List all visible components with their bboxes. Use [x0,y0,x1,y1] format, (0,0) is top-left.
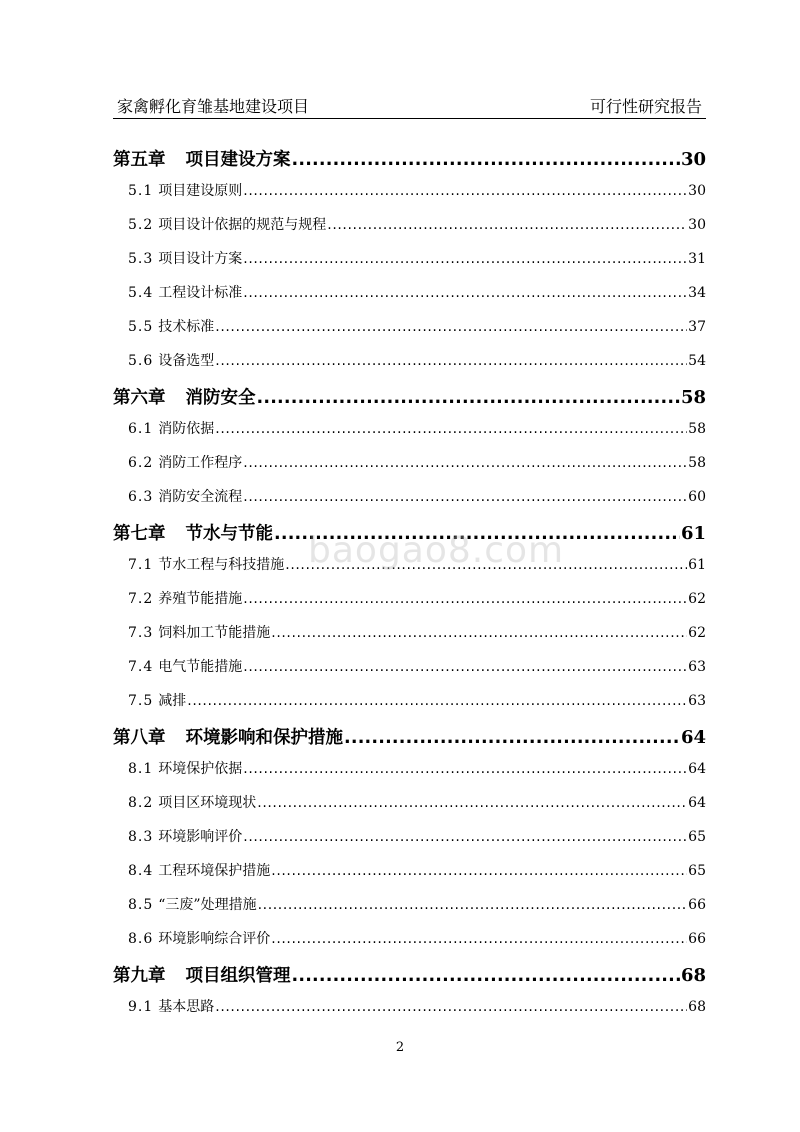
toc-entry-page: 30 [688,217,706,233]
toc-entry-page: 65 [688,829,706,845]
toc-entry-number: 8.2 [128,795,154,811]
toc-section-entry[interactable] [113,996,706,1030]
toc-entry-number: 8.3 [128,829,154,845]
toc-entry-title: “三废”处理措施 [158,897,257,913]
toc-dot-leader [215,421,687,437]
toc-entry-title: 环境影响综合评价 [158,931,271,947]
toc-entry-title: 节水与节能 [185,524,273,544]
toc-section-entry[interactable] [113,758,706,792]
toc-section-entry[interactable] [113,622,706,656]
toc-entry-title: 节水工程与科技措施 [158,557,285,573]
toc-section-entry[interactable] [113,452,706,486]
toc-section-entry[interactable] [113,214,706,248]
toc-entry-page: 61 [688,557,706,573]
toc-entry-page: 58 [688,455,706,471]
toc-entry-number: 7.2 [128,591,154,607]
toc-entry-page: 54 [688,353,706,369]
toc-section-entry[interactable] [113,180,706,214]
toc-entry-title: 消防安全 [185,388,256,408]
toc-dot-leader [243,761,687,777]
watermark: baogao8.com [308,530,565,571]
toc-section-entry[interactable] [113,350,706,384]
toc-entry-number: 8.5 [128,897,154,913]
toc-entry-title: 项目建设方案 [185,150,291,170]
toc-entry-number: 8.4 [128,863,154,879]
toc-entry-number: 7.4 [128,659,154,675]
toc-entry-page: 64 [680,727,706,748]
toc-entry-title: 消防依据 [158,421,215,437]
page-number: 2 [395,1040,405,1055]
toc-entry-number: 6.2 [128,455,154,471]
toc-section-entry[interactable] [113,894,706,928]
toc-dot-leader [243,659,687,675]
toc-entry-page: 63 [688,659,706,675]
toc-dot-leader [215,999,687,1015]
report-type: 可行性研究报告 [589,97,702,116]
toc-entry-number: 5.2 [128,217,154,233]
toc-entry-title: 饲料加工节能措施 [158,625,271,641]
toc-entry-number: 6.3 [128,489,154,505]
toc-entry-number: 第八章 [113,728,166,748]
toc-entry-page: 60 [688,489,706,505]
toc-section-entry[interactable] [113,826,706,860]
toc-dot-leader [243,251,687,267]
toc-entry-number: 5.6 [128,353,154,369]
toc-dot-leader [292,966,680,986]
toc-entry-page: 68 [680,965,706,986]
toc-entry-title: 环境影响和保护措施 [185,728,343,748]
toc-entry-title: 项目组织管理 [185,966,291,986]
toc-dot-leader [215,353,687,369]
toc-entry-page: 62 [688,625,706,641]
toc-entry-number: 5.4 [128,285,154,301]
toc-entry-page: 64 [688,761,706,777]
toc-section-entry[interactable] [113,418,706,452]
toc-entry-number: 5.5 [128,319,154,335]
toc-section-entry[interactable] [113,690,706,724]
toc-entry-title: 设备选型 [158,353,215,369]
toc-entry-number: 7.3 [128,625,154,641]
toc-entry-title: 项目建设原则 [158,183,243,199]
toc-dot-leader [327,217,687,233]
toc-entry-title: 技术标准 [158,319,215,335]
toc-entry-number: 5.3 [128,251,154,267]
toc-entry-number: 8.1 [128,761,154,777]
toc-entry-page: 66 [688,897,706,913]
toc-entry-page: 61 [680,523,706,544]
toc-entry-number: 7.5 [128,693,154,709]
toc-section-entry[interactable] [113,588,706,622]
toc-dot-leader [344,728,680,748]
toc-dot-leader [257,795,687,811]
document-title: 家禽孵化育雏基地建设项目 [117,97,310,116]
table-of-contents [113,146,706,1030]
toc-dot-leader [243,183,687,199]
toc-entry-page: 68 [688,999,706,1015]
toc-dot-leader [271,931,687,947]
toc-entry-title: 减排 [158,693,187,709]
toc-entry-page: 65 [688,863,706,879]
toc-entry-number: 9.1 [128,999,154,1015]
toc-section-entry[interactable] [113,860,706,894]
toc-entry-title: 项目设计依据的规范与规程 [158,217,327,233]
toc-entry-title: 项目区环境现状 [158,795,257,811]
toc-entry-page: 58 [680,387,706,408]
toc-dot-leader [257,388,680,408]
toc-dot-leader [243,285,687,301]
toc-dot-leader [243,455,687,471]
toc-entry-number: 第六章 [113,388,166,408]
toc-entry-page: 34 [688,285,706,301]
toc-entry-number: 第七章 [113,524,166,544]
toc-entry-page: 31 [688,251,706,267]
toc-entry-title: 电气节能措施 [158,659,243,675]
toc-chapter-entry[interactable] [113,146,706,180]
page-header [113,92,706,119]
toc-chapter-entry[interactable] [113,962,706,996]
toc-section-entry[interactable] [113,928,706,962]
toc-entry-number: 第九章 [113,966,166,986]
toc-dot-leader [271,625,687,641]
toc-entry-page: 30 [688,183,706,199]
toc-entry-page: 62 [688,591,706,607]
toc-section-entry[interactable] [113,792,706,826]
toc-entry-title: 消防工作程序 [158,455,243,471]
toc-entry-number: 6.1 [128,421,154,437]
toc-entry-page: 63 [688,693,706,709]
toc-dot-leader [292,150,680,170]
toc-entry-title: 项目设计方案 [158,251,243,267]
toc-section-entry[interactable] [113,248,706,282]
toc-entry-page: 66 [688,931,706,947]
toc-entry-page: 64 [688,795,706,811]
toc-entry-title: 环境影响评价 [158,829,243,845]
toc-entry-title: 养殖节能措施 [158,591,243,607]
toc-chapter-entry[interactable] [113,384,706,418]
toc-entry-page: 37 [688,319,706,335]
toc-entry-title: 基本思路 [158,999,215,1015]
toc-section-entry[interactable] [113,282,706,316]
toc-dot-leader [187,693,687,709]
toc-dot-leader [271,863,687,879]
toc-section-entry[interactable] [113,486,706,520]
toc-entry-title: 环境保护依据 [158,761,243,777]
toc-chapter-entry[interactable] [113,724,706,758]
toc-section-entry[interactable] [113,316,706,350]
toc-section-entry[interactable] [113,656,706,690]
toc-dot-leader [243,829,687,845]
toc-entry-title: 消防安全流程 [158,489,243,505]
toc-entry-number: 第五章 [113,150,166,170]
toc-entry-number: 7.1 [128,557,154,573]
toc-dot-leader [215,319,687,335]
toc-entry-title: 工程环境保护措施 [158,863,271,879]
toc-entry-page: 30 [680,149,706,170]
toc-entry-number: 5.1 [128,183,154,199]
toc-dot-leader [243,489,687,505]
toc-dot-leader [243,591,687,607]
toc-dot-leader [258,897,688,913]
toc-entry-title: 工程设计标准 [158,285,243,301]
toc-entry-page: 58 [688,421,706,437]
toc-entry-number: 8.6 [128,931,154,947]
